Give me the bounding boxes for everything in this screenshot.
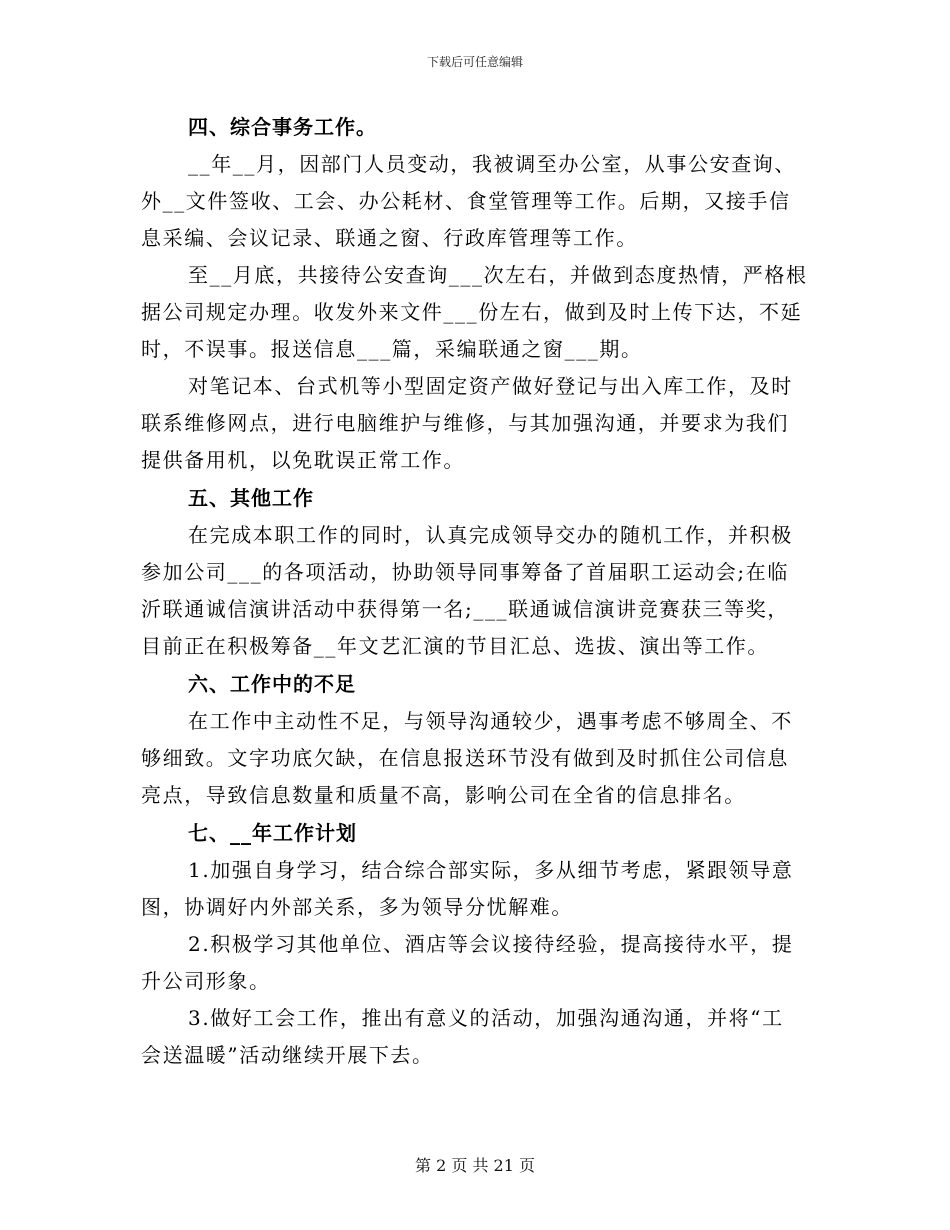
text-line: 在工作中主动性不足，与领导沟通较少，遇事考虑不够周全、不 — [188, 709, 793, 733]
text-line: 够细致。文字功底欠缺，在信息报送环节没有做到及时抓住公司信息 — [141, 746, 789, 770]
text-line: 外__文件签收、工会、办公耗材、食堂管理等工作。后期，又接手信 — [141, 189, 791, 213]
text-line: 至__月底，共接待公安查询___次左右，并做到态度热情，严格根 — [188, 263, 808, 287]
section — [141, 814, 811, 1074]
text-line: 参加公司___的各项活动，协助领导同事筹备了首届职工运动会;在临 — [141, 560, 789, 584]
text-line: 2.积极学习其他单位、酒店等会议接待经验，提高接待水平，提 — [188, 932, 794, 956]
text-line: 时，不误事。报送信息___篇，采编联通之窗___期。 — [141, 337, 643, 361]
text-line: 在完成本职工作的同时，认真完成领导交办的随机工作，并积极 — [188, 523, 793, 547]
section — [141, 479, 811, 665]
text-line: 会送温暖”活动继续开展下去。 — [141, 1043, 434, 1067]
section-heading: 五、其他工作 — [188, 486, 314, 510]
section — [141, 108, 811, 479]
section-heading: 四、综合事务工作。 — [188, 115, 377, 139]
paragraph — [141, 146, 811, 257]
text-line: 对笔记本、台式机等小型固定资产做好登记与出入库工作，及时 — [188, 374, 793, 398]
paragraph — [141, 1000, 811, 1074]
paragraph — [141, 368, 811, 479]
text-line: 图，协调好内外部关系，多为领导分忧解难。 — [141, 895, 573, 919]
text-line: 息采编、会议记录、联通之窗、行政库管理等工作。 — [141, 226, 638, 250]
document-body — [141, 108, 811, 1074]
text-line: 1.加强自身学习，结合综合部实际，多从细节考虑，紧跟领导意 — [188, 858, 794, 882]
text-line: 升公司形象。 — [141, 969, 271, 993]
text-line: 沂联通诚信演讲活动中获得第一名;___联通诚信演讲竞赛获三等奖， — [141, 597, 789, 621]
text-line: __年__月，因部门人员变动，我被调至办公室，从事公安查询、 — [188, 152, 796, 176]
text-line: 3.做好工会工作，推出有意义的活动，加强沟通沟通，并将“工 — [188, 1006, 784, 1030]
text-line: 亮点，导致信息数量和质量不高，影响公司在全省的信息排名。 — [141, 783, 746, 807]
paragraph — [141, 852, 811, 926]
page-header: 下载后可任意编辑 — [426, 55, 523, 69]
paragraph — [141, 257, 811, 368]
paragraph — [141, 703, 811, 814]
paragraph — [141, 517, 811, 665]
text-line: 目前正在积极筹备__年文艺汇演的节目汇总、选拔、演出等工作。 — [141, 634, 769, 658]
text-line: 据公司规定办理。收发外来文件___份左右，做到及时上传下达，不延 — [141, 300, 803, 324]
section-heading: 七、__年工作计划 — [188, 821, 357, 845]
section-heading: 六、工作中的不足 — [188, 672, 356, 696]
text-line: 联系维修网点，进行电脑维护与维修，与其加强沟通，并要求为我们 — [141, 411, 789, 435]
text-line: 提供备用机，以免耽误正常工作。 — [141, 448, 465, 472]
paragraph — [141, 926, 811, 1000]
page-footer: 第 2 页 共 21 页 — [415, 1156, 535, 1175]
section — [141, 665, 811, 814]
